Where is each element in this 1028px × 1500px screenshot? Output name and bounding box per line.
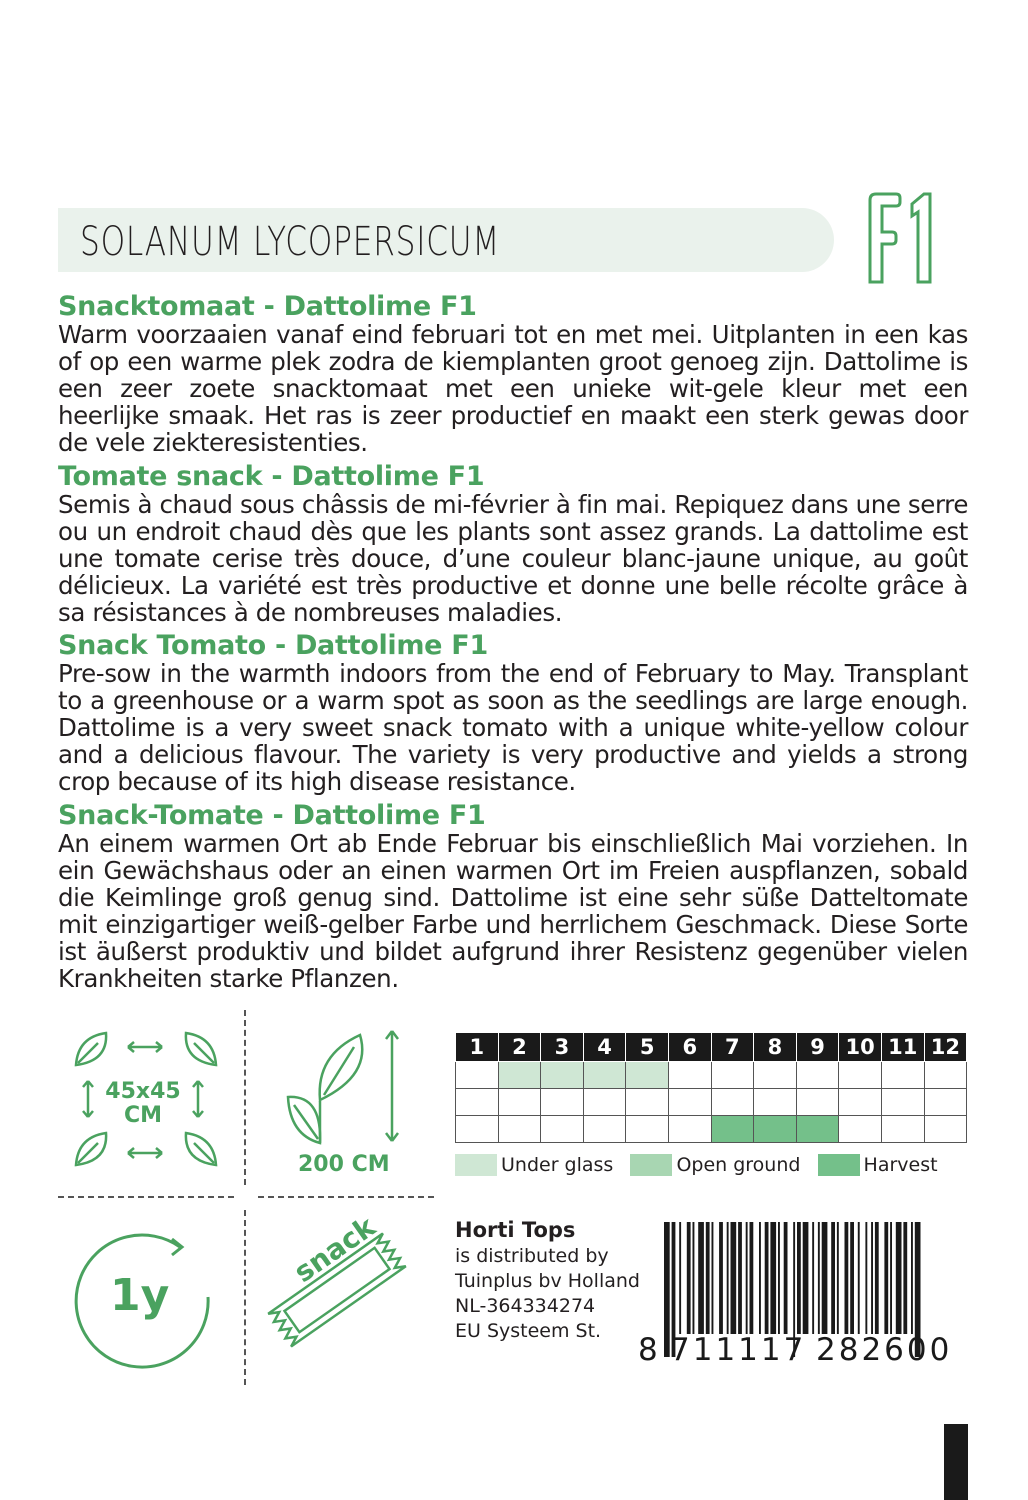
- distributor-line: is distributed by: [455, 1245, 609, 1267]
- barcode-bar: [687, 1222, 691, 1334]
- f1-badge: [862, 190, 942, 286]
- calendar-cell: [626, 1089, 669, 1116]
- sowing-calendar: [455, 1032, 967, 1143]
- calendar-cell: [796, 1089, 839, 1116]
- section-title: Tomate snack - Dattolime F1: [58, 461, 485, 492]
- barcode-bar: [746, 1222, 748, 1334]
- calendar-cell: [711, 1062, 754, 1089]
- divider-horizontal: [258, 1196, 434, 1198]
- calendar-cell: [668, 1089, 711, 1116]
- barcode-bar: [693, 1222, 695, 1334]
- distributor-line: Tuinplus bv Holland: [455, 1270, 640, 1292]
- barcode-bar: [896, 1222, 902, 1334]
- calendar-cell: [456, 1089, 499, 1116]
- plant-height-icon: [280, 1025, 420, 1150]
- calendar-cell: [754, 1089, 797, 1116]
- barcode-bar: [698, 1222, 704, 1334]
- distributor-line: EU Systeem St.: [455, 1320, 602, 1342]
- barcode-bar: [712, 1222, 714, 1334]
- barcode-bar: [850, 1222, 854, 1334]
- calendar-cell: [796, 1116, 839, 1143]
- month-header: 11: [881, 1033, 924, 1062]
- barcode-bar: [770, 1222, 776, 1334]
- barcode-bar: [706, 1222, 710, 1334]
- calendar-cell: [668, 1062, 711, 1089]
- calendar-cell: [498, 1089, 541, 1116]
- snack-label: snack: [288, 1209, 382, 1290]
- legend-label: Under glass: [501, 1154, 614, 1176]
- month-header: 8: [754, 1033, 797, 1062]
- section-body: Warm voorzaaien vanaf eind februari tot en met mei. Uitplanten in een kas of op een warme plek zodra de kiemplanten groot genoeg zijn. Dattolime is een zeer zoete snacktomaat met een unieke wit-gele kleur met een heerlijke smaak. Het ras is zeer productief en maakt een sterk gewas door de vele ziekteresistenties.: [58, 320, 968, 457]
- section-title: Snack Tomato - Dattolime F1: [58, 630, 488, 661]
- month-header: 4: [583, 1033, 626, 1062]
- barcode-bar: [784, 1222, 788, 1334]
- calendar-cell: [754, 1116, 797, 1143]
- barcode-bar: [727, 1222, 729, 1334]
- calendar-cell: [839, 1089, 882, 1116]
- distributor-info: [455, 1218, 640, 1344]
- section-de: [58, 802, 968, 992]
- height-label: 200 CM: [298, 1152, 390, 1177]
- month-header: 6: [668, 1033, 711, 1062]
- month-header: 9: [796, 1033, 839, 1062]
- calendar-cell: [839, 1116, 882, 1143]
- section-en: [58, 632, 968, 795]
- barcode-bar: [797, 1222, 801, 1334]
- month-header: 7: [711, 1033, 754, 1062]
- barcode-bar: [875, 1222, 879, 1334]
- calendar-cell: [456, 1116, 499, 1143]
- calendar-row-harvest: [456, 1116, 967, 1143]
- spacing-value: 45x45: [105, 1079, 181, 1104]
- month-header: 10: [839, 1033, 882, 1062]
- barcode-bar: [750, 1222, 754, 1334]
- calendar-cell: [924, 1062, 967, 1089]
- barcode-bar: [731, 1222, 737, 1334]
- calendar-cell: [583, 1116, 626, 1143]
- calendar-cell: [881, 1116, 924, 1143]
- calendar-cell: [924, 1089, 967, 1116]
- spacing-label: [96, 1080, 190, 1128]
- month-header: 3: [541, 1033, 584, 1062]
- spacing-unit: CM: [123, 1103, 163, 1128]
- lifecycle-label: 1y: [110, 1270, 170, 1321]
- barcode-bar: [911, 1222, 913, 1334]
- calendar-cell: [754, 1062, 797, 1089]
- barcode-group-right: 282600: [816, 1332, 953, 1368]
- calendar-legend: [455, 1154, 950, 1176]
- month-header: 1: [456, 1033, 499, 1062]
- barcode-bar: [664, 1222, 670, 1357]
- barcode-bar: [679, 1222, 681, 1334]
- divider-vertical: [244, 1210, 246, 1385]
- calendar-row-under-glass: [456, 1062, 967, 1089]
- barcode-bar: [765, 1222, 769, 1334]
- calendar-cell: [583, 1089, 626, 1116]
- calendar-cell: [583, 1062, 626, 1089]
- barcode-bar: [865, 1222, 867, 1334]
- barcode-bar: [837, 1222, 839, 1334]
- calendar-cell: [711, 1116, 754, 1143]
- section-nl: [58, 293, 968, 456]
- calendar-row-open-ground: [456, 1089, 967, 1116]
- section-fr: [58, 463, 968, 626]
- barcode-bar: [890, 1222, 892, 1334]
- legend-swatch-harvest: [818, 1154, 860, 1176]
- barcode-bar: [803, 1222, 809, 1334]
- barcode-bar: [831, 1222, 835, 1334]
- legend-label: Open ground: [676, 1154, 801, 1176]
- month-header: 5: [626, 1033, 669, 1062]
- barcode-bar: [719, 1222, 723, 1334]
- barcode-bar: [818, 1222, 820, 1334]
- section-title: Snacktomaat - Dattolime F1: [58, 291, 477, 322]
- section-body: Pre-sow in the warmth indoors from the end of February to May. Transplant to a greenhouse or a warm spot as soon as the seedlings are large enough. Dattolime is a very sweet snack tomato with a unique white-yellow colour and a delicious flavour. The variety is very productive and yields a strong crop because of its high disease resistance.: [58, 659, 968, 796]
- calendar-cell: [626, 1116, 669, 1143]
- barcode-bar: [903, 1222, 907, 1334]
- calendar-cell: [498, 1062, 541, 1089]
- calendar-cell: [796, 1062, 839, 1089]
- divider-horizontal: [58, 1196, 234, 1198]
- legend-swatch-open-ground: [630, 1154, 672, 1176]
- calendar-cell: [541, 1062, 584, 1089]
- barcode-bar: [812, 1222, 814, 1334]
- calendar-months: [456, 1033, 967, 1062]
- barcode-bar: [738, 1222, 742, 1334]
- section-body: Semis à chaud sous châssis de mi-février à fin mai. Repiquez dans une serre ou un endroit chaud dès que les plants sont assez grands. La dattolime est une tomate cerise très douce, d’une couleur blanc-jaune unique, au goût délicieux. La variété est très productive et donne une belle récolte grâce à sa résistances à de nombreuses maladies.: [58, 490, 968, 627]
- barcode-group-left: 711117: [670, 1332, 807, 1368]
- barcode-bar: [858, 1222, 860, 1334]
- barcode-bar: [822, 1222, 828, 1334]
- calendar-cell: [498, 1116, 541, 1143]
- latin-name: SOLANUM LYCOPERSICUM: [80, 219, 501, 265]
- calendar-cell: [626, 1062, 669, 1089]
- calendar-cell: [668, 1116, 711, 1143]
- barcode-bar: [871, 1222, 873, 1334]
- calendar-cell: [541, 1116, 584, 1143]
- barcode-bar: [759, 1222, 761, 1334]
- month-header: 2: [498, 1033, 541, 1062]
- distributor-line: NL-364334274: [455, 1295, 596, 1317]
- divider-vertical: [244, 1010, 246, 1185]
- calendar-cell: [711, 1089, 754, 1116]
- calendar-cell: [839, 1062, 882, 1089]
- calendar-cell: [881, 1089, 924, 1116]
- calendar-cell: [541, 1089, 584, 1116]
- barcode-digit-first: 8: [638, 1332, 661, 1368]
- brand-name: Horti Tops: [455, 1218, 576, 1242]
- barcode-bar: [778, 1222, 780, 1334]
- barcode-bar: [884, 1222, 888, 1334]
- print-mark: [944, 1424, 968, 1500]
- calendar-cell: [924, 1116, 967, 1143]
- legend-swatch-under-glass: [455, 1154, 497, 1176]
- barcode-bar: [845, 1222, 849, 1334]
- legend-label: Harvest: [863, 1154, 938, 1176]
- calendar-cell: [881, 1062, 924, 1089]
- section-title: Snack-Tomate - Dattolime F1: [58, 800, 486, 831]
- section-body: An einem warmen Ort ab Ende Februar bis einschließlich Mai vorziehen. In ein Gewächshaus oder an einen warmen Ort im Freien auspflanzen, sobald die Keimlinge groß genug sind. Dattolime ist eine sehr süße Datteltomate mit einzigartiger weiß-gelber Farbe und herrlichem Geschmack. Diese Sorte ist äußerst produktiv und bildet aufgrund ihrer Resistenz gegenüber vielen Krankheiten starke Pflanzen.: [58, 829, 968, 993]
- month-header: 12: [924, 1033, 967, 1062]
- calendar-cell: [456, 1062, 499, 1089]
